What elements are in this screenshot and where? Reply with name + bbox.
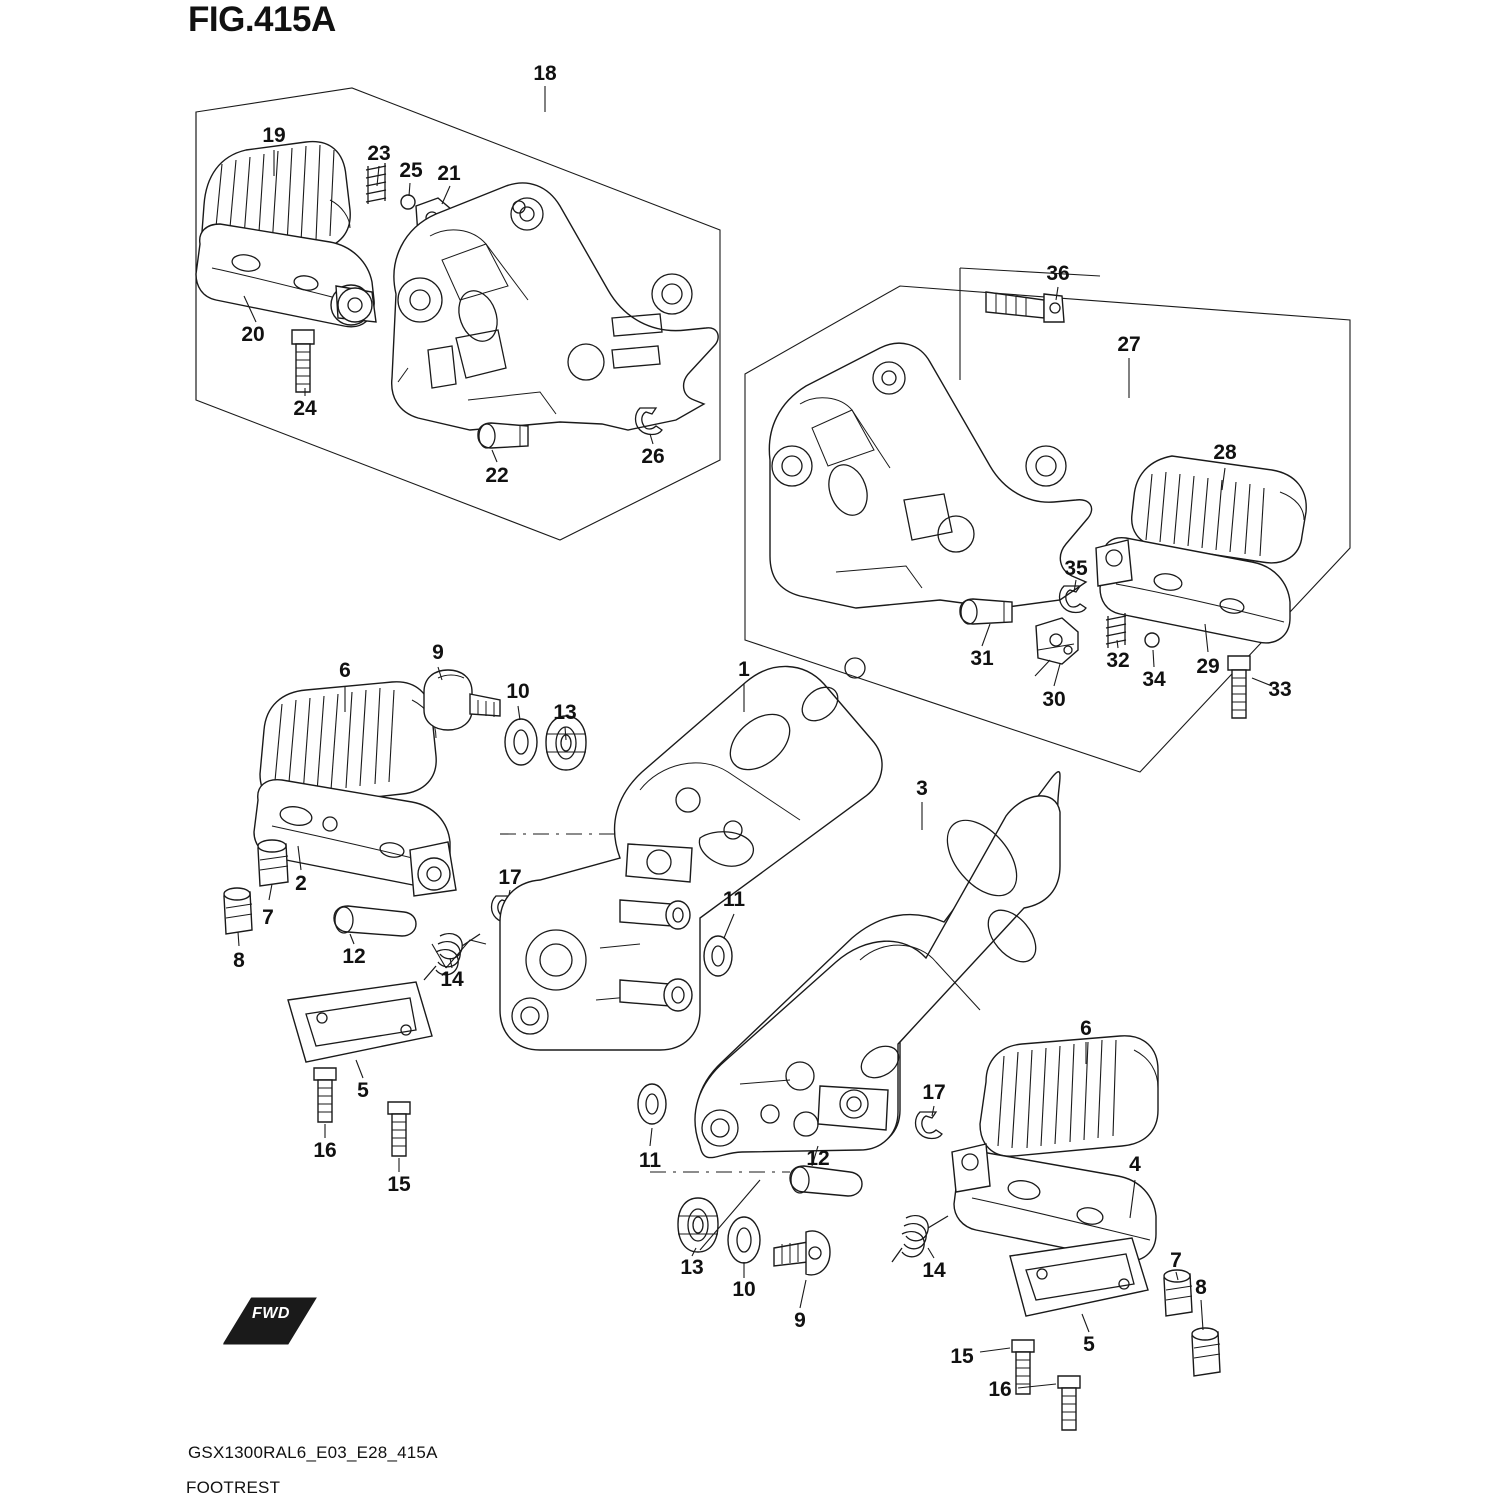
leader-11-lower: [650, 1128, 652, 1146]
callout-number: 17: [922, 1081, 946, 1104]
callout-number: 10: [732, 1278, 756, 1301]
callout-number: 11: [722, 888, 746, 911]
callout-number: 18: [533, 62, 557, 85]
callout-number: 1: [738, 658, 750, 681]
part-27-bracket: [769, 343, 1091, 608]
callout-number: 36: [1046, 262, 1070, 285]
callout-number: 35: [1064, 557, 1088, 580]
callout-number: 20: [241, 323, 265, 346]
callout-number: 13: [553, 701, 577, 724]
callout-number: 33: [1268, 678, 1292, 701]
part-31-pin: [960, 599, 1012, 624]
callout-number: 24: [293, 397, 317, 420]
leader-10-upper: [518, 706, 520, 720]
callout-number: 9: [432, 641, 444, 664]
callout-number: 7: [262, 906, 274, 929]
callout-number: 32: [1106, 649, 1130, 672]
part-10-washer-upper: [505, 719, 537, 765]
part-7-adjuster: [258, 840, 288, 886]
part-10-washer-lower: [728, 1217, 760, 1263]
fwd-label: FWD: [252, 1305, 290, 1322]
part-9-bolt-upper: [424, 670, 500, 730]
part-5-heel-plate-right: [1010, 1238, 1148, 1316]
callout-number: 6: [339, 659, 351, 682]
leader-30: [1054, 664, 1060, 686]
part-16-bolt-right: [1058, 1376, 1080, 1430]
part-15-bolt-left: [388, 1102, 410, 1156]
callout-number: 2: [295, 872, 307, 895]
callout-number: 5: [1083, 1333, 1095, 1356]
leader-5-left: [356, 1060, 363, 1078]
part-25-ball: [401, 195, 415, 209]
part-15-bolt-right: [1012, 1340, 1034, 1394]
leader-26: [650, 434, 653, 444]
callout-number: 29: [1196, 655, 1220, 678]
callout-number: 25: [399, 159, 423, 182]
callout-number: 19: [262, 124, 286, 147]
leader-21: [442, 186, 450, 204]
part-6-footrest-rubber-right: [980, 1036, 1158, 1156]
part-11-washer-upper: [704, 936, 732, 976]
callout-number: 13: [680, 1256, 704, 1279]
leader-5-right: [1082, 1314, 1089, 1332]
callout-number: 34: [1142, 668, 1166, 691]
part-24-bolt: [292, 330, 314, 392]
part-22-pin: [478, 423, 528, 448]
callout-number: 16: [988, 1378, 1012, 1401]
callout-number: 14: [922, 1259, 946, 1282]
callout-number: 11: [638, 1149, 662, 1172]
callout-number: 12: [806, 1147, 830, 1170]
leader-14-branch2: [432, 944, 446, 968]
callout-number: 5: [357, 1079, 369, 1102]
callout-number: 17: [498, 866, 522, 889]
callout-number: 31: [970, 647, 994, 670]
part-36-bolt: [986, 292, 1064, 322]
part-18-bracket: [392, 183, 718, 430]
part-5-heel-plate-left: [288, 982, 432, 1062]
leader-34: [1153, 650, 1154, 667]
part-13-bush-lower: [678, 1198, 718, 1252]
callout-number: 16: [313, 1139, 337, 1162]
part-8-adjuster: [224, 888, 252, 934]
callout-number: 6: [1080, 1017, 1092, 1040]
callout-number: 7: [1170, 1249, 1182, 1272]
callout-number: 15: [387, 1173, 411, 1196]
leader-14-right: [928, 1248, 934, 1258]
callout-number: 4: [1129, 1153, 1141, 1176]
callout-number: 27: [1117, 333, 1141, 356]
leader-15-right: [980, 1348, 1010, 1352]
part-12-pin-left: [334, 906, 416, 936]
leader-11-upper: [724, 914, 734, 938]
callout-number: 28: [1213, 441, 1237, 464]
callout-number: 10: [506, 680, 530, 703]
part-11-washer-lower: [638, 1084, 666, 1124]
assembly-name-label: FOOTREST: [186, 1478, 281, 1497]
part-9-bolt-lower: [774, 1231, 830, 1275]
leader-8-left: [238, 932, 239, 946]
callout-number: 12: [342, 945, 366, 968]
leader-25: [409, 183, 410, 196]
leader-9-lower: [800, 1280, 806, 1308]
part-32-spring: [1106, 613, 1126, 648]
part-14-spring-right: [892, 1216, 948, 1262]
callout-number: 21: [437, 162, 461, 185]
callout-number: 22: [485, 464, 509, 487]
part-7-adjuster-right: [1164, 1270, 1192, 1316]
part-8-adjuster-right: [1192, 1328, 1220, 1376]
leader-7-left: [269, 884, 272, 900]
part-16-bolt-left: [314, 1068, 336, 1122]
leader-12-left: [350, 934, 354, 944]
part-17-circlip-right: [916, 1112, 943, 1139]
figure-title: FIG.415A: [188, 0, 336, 39]
part-20-footrest-bar: [196, 224, 376, 327]
leader-22: [492, 450, 497, 462]
callout-number: 9: [794, 1309, 806, 1332]
part-23-spring: [366, 163, 386, 204]
callout-number: 23: [367, 142, 391, 165]
callout-number: 30: [1042, 688, 1066, 711]
leader-14-branch: [446, 940, 486, 968]
callout-number: 8: [233, 949, 245, 972]
part-33-bolt: [1228, 656, 1250, 718]
callout-number: 15: [950, 1345, 974, 1368]
part-30-bracket-plate: [1036, 618, 1078, 664]
callout-number: 8: [1195, 1276, 1207, 1299]
callout-number: 26: [641, 445, 665, 468]
model-code-label: GSX1300RAL6_E03_E28_415A: [188, 1443, 438, 1462]
leader-8-right: [1201, 1300, 1203, 1330]
part-34-ball: [1145, 633, 1159, 647]
callout-number: 3: [916, 777, 928, 800]
callout-number: 14: [440, 968, 464, 991]
tie-line-30: [1035, 660, 1050, 676]
leader-31: [982, 624, 990, 646]
